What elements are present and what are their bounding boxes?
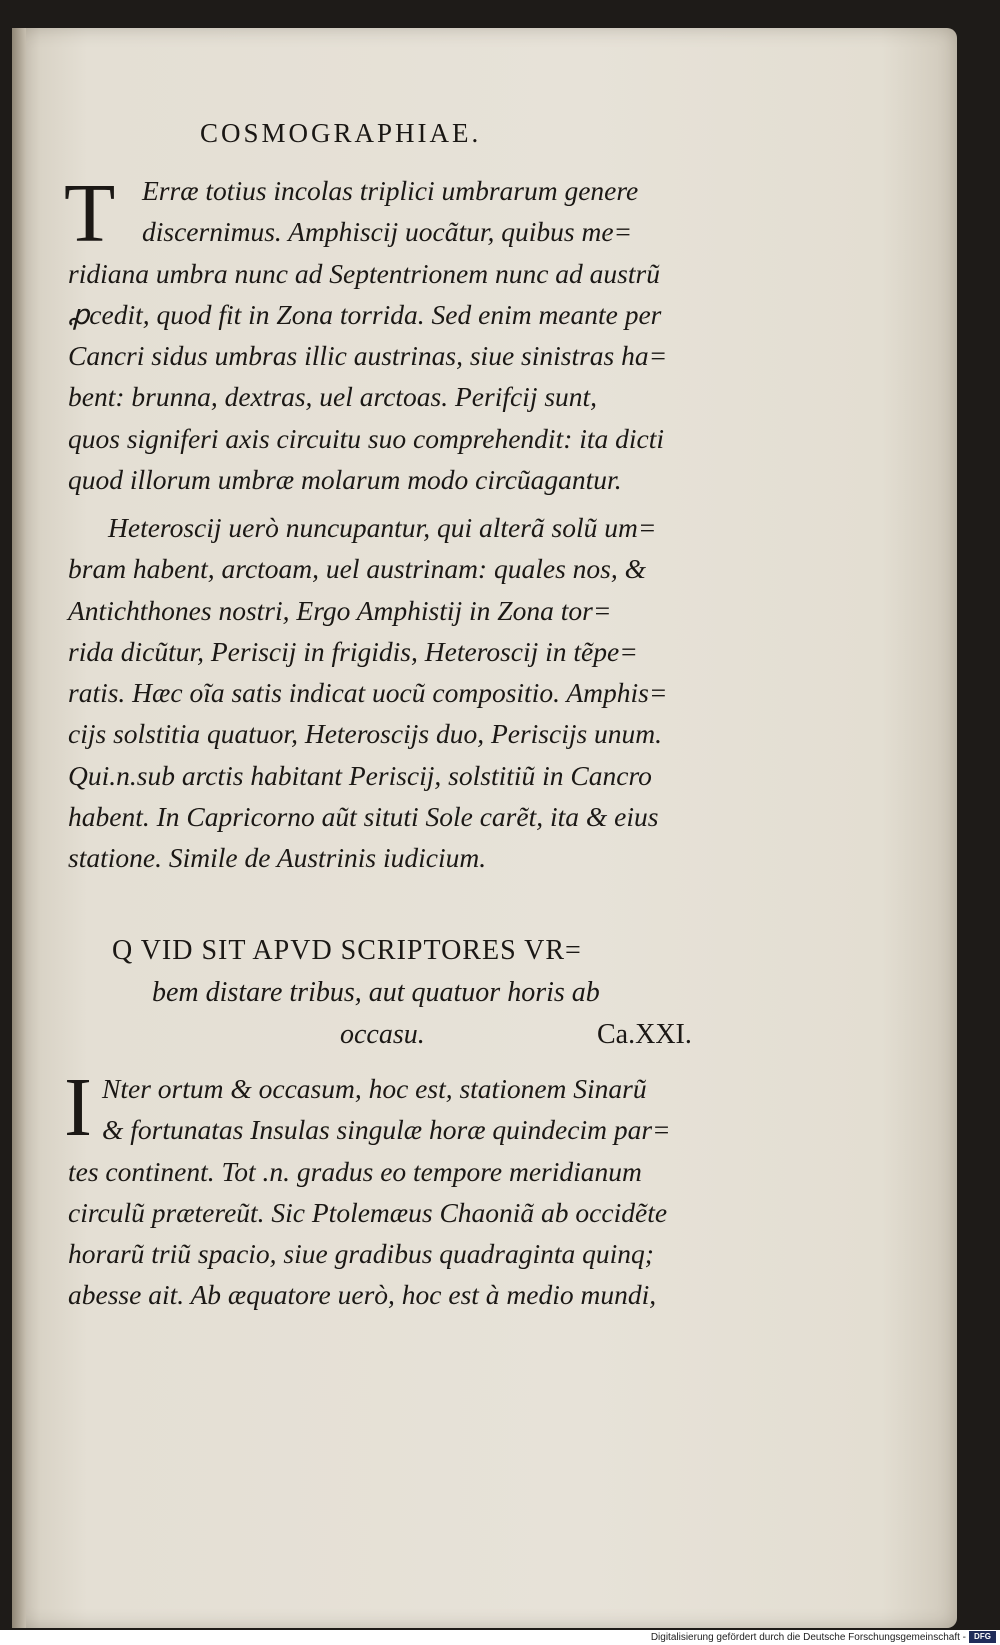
drop-initial-i: I [64,1061,92,1154]
text-line: Heteroscij uerò nuncupantur, qui alterã solũ um= [108,512,657,543]
text-line: rida dicũtur, Periscij in frigidis, Heteroscij in tẽpe= [68,635,638,667]
text-line: horarũ triũ spacio, siue gradibus quadraginta quinq; [68,1238,654,1270]
text-line: ꝓcedit, quod fit in Zona torrida. Sed enim meante per [68,298,662,330]
text-line: statione. Simile de Austrinis iudicium. [68,842,487,874]
chapter-title-line: Q VID SIT APVD SCRIPTORES VR= [112,935,582,966]
drop-initial-t: T [64,167,116,260]
text-line: Erræ totius incolas triplici umbrarum genere [142,175,639,206]
text-line: Nter ortum & occasum, hoc est, stationem Sinarũ [102,1073,647,1104]
text-line: Cancri sidus umbras illic austrinas, siue sinistras ha= [68,340,668,372]
text-line: cijs solstitia quatuor, Heteroscijs duo, Periscijs unum. [68,718,663,750]
text-line: ratis. Hæc oĩa satis indicat uocũ compositio. Amphis= [68,677,668,709]
chapter-title-end: occasu. [340,1019,425,1050]
text-line: bent: brunna, dextras, uel arctoas. Perifcij sunt, [68,381,598,413]
chapter-heading [112,935,732,1061]
text-line: quos signiferi axis circuitu suo comprehendit: ita dicti [68,422,665,454]
paragraph-3 [68,1068,728,1316]
page-gutter [12,28,26,1628]
text-line: ridiana umbra nunc ad Septentrionem nunc ad austrũ [68,257,660,289]
text-line: abesse ait. Ab æquatore uerò, hoc est à medio mundi, [68,1279,657,1311]
text-line: tes continent. Tot .n. gradus eo tempore meridianum [68,1155,642,1187]
text-line: circulũ prætereũt. Sic Ptolemæus Chaoniã ab occidẽte [68,1196,668,1228]
chapter-number: Ca.XXI. [597,1019,692,1050]
dfg-logo: DFG [969,1631,996,1643]
paragraph-2 [68,507,728,879]
chapter-title-line [112,1019,732,1061]
text-line: quod illorum umbræ molarum modo circũagantur. [68,464,622,496]
text-line: & fortunatas Insulas singulæ horæ quindecim par= [102,1114,671,1146]
text-line: discernimus. Amphiscij uocãtur, quibus me= [142,216,633,248]
paragraph-1 [68,170,728,500]
running-head: COSMOGRAPHIAE. [200,118,482,148]
funding-credit: Digitalisierung gefördert durch die Deutsche Forschungsgemeinschaft - [650,1632,966,1643]
text-line: bram habent, arctoam, uel austrinam: quales nos, & [68,553,646,585]
chapter-title-line: bem distare tribus, aut quatuor horis ab [152,977,600,1008]
text-line: habent. In Capricorno aũt situti Sole carẽt, ita & eius [68,801,659,833]
text-line: Qui.n.sub arctis habitant Periscij, solstitiũ in Cancro [68,759,652,791]
text-line: Antichthones nostri, Ergo Amphistij in Zona tor= [68,594,612,626]
